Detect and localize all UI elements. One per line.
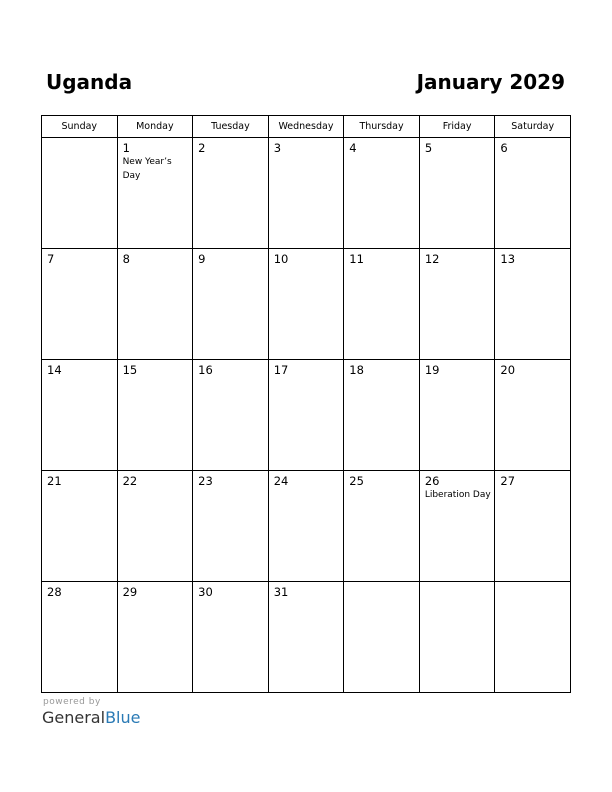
- day-cell: [268, 360, 344, 471]
- brand-blue-text: Blue: [105, 708, 141, 727]
- day-cell: [193, 138, 269, 249]
- day-number: 13: [500, 252, 516, 266]
- weekday-header-wednesday: Wednesday: [268, 116, 344, 138]
- day-cell: [117, 138, 193, 249]
- day-cell: [42, 249, 118, 360]
- day-cell: [42, 360, 118, 471]
- day-cell: [344, 360, 420, 471]
- brand-logo: [42, 708, 140, 727]
- day-number: 24: [273, 474, 289, 488]
- weekday-header-tuesday: Tuesday: [193, 116, 269, 138]
- day-cell: [117, 249, 193, 360]
- day-cell: [419, 582, 495, 693]
- day-cell: [344, 471, 420, 582]
- day-cell: [419, 138, 495, 249]
- day-cell: [117, 471, 193, 582]
- day-number: 18: [349, 363, 364, 377]
- day-cell: [268, 582, 344, 693]
- day-number: 10: [273, 252, 289, 266]
- day-cell: [495, 471, 571, 582]
- day-cell: [419, 471, 495, 582]
- day-number: 23: [198, 474, 213, 488]
- weekday-header-thursday: Thursday: [344, 116, 420, 138]
- day-cell: [495, 582, 571, 693]
- day-cell: [344, 582, 420, 693]
- weekday-header-monday: Monday: [117, 116, 193, 138]
- day-number: 29: [122, 585, 138, 599]
- weekday-header-saturday: Saturday: [495, 116, 571, 138]
- week-row: [42, 471, 571, 582]
- day-cell: [419, 249, 495, 360]
- day-cell: [495, 138, 571, 249]
- day-number: 20: [500, 363, 516, 377]
- day-number: 7: [47, 252, 55, 266]
- day-number: 4: [349, 141, 357, 155]
- day-cell: [42, 582, 118, 693]
- weekday-header-sunday: Sunday: [42, 116, 118, 138]
- weekday-header-friday: Friday: [419, 116, 495, 138]
- day-cell: [344, 138, 420, 249]
- week-row: [42, 249, 571, 360]
- day-number: 16: [198, 363, 213, 377]
- day-number: 17: [273, 363, 289, 377]
- day-number: 2: [198, 141, 206, 155]
- brand-general-text: General: [42, 708, 106, 727]
- day-cell: [193, 471, 269, 582]
- day-number: 25: [349, 474, 364, 488]
- day-cell: [268, 471, 344, 582]
- day-cell: [495, 360, 571, 471]
- month-title: January 2029: [416, 70, 565, 94]
- day-number: 26: [424, 474, 440, 488]
- day-number: 28: [47, 585, 62, 599]
- day-cell: [193, 249, 269, 360]
- day-cell: [117, 582, 193, 693]
- day-number: 27: [500, 474, 516, 488]
- day-number: 22: [122, 474, 138, 488]
- day-number: 19: [424, 363, 440, 377]
- day-cell: [42, 138, 118, 249]
- day-number: 12: [424, 252, 440, 266]
- day-cell: [268, 249, 344, 360]
- day-number: 5: [424, 141, 433, 155]
- week-row: [42, 138, 571, 249]
- holiday-label: Liberation Day: [424, 490, 491, 500]
- day-number: 1: [122, 141, 130, 155]
- day-cell: [117, 360, 193, 471]
- country-title: Uganda: [46, 70, 133, 94]
- day-cell: [193, 582, 269, 693]
- day-number: 8: [122, 252, 130, 266]
- calendar-body: [42, 138, 571, 693]
- day-number: 11: [349, 252, 364, 266]
- week-row: [42, 360, 571, 471]
- day-number: 15: [122, 363, 138, 377]
- day-number: 14: [47, 363, 62, 377]
- day-number: 21: [47, 474, 62, 488]
- weekday-header-row: [42, 116, 571, 138]
- day-cell: [193, 360, 269, 471]
- powered-by-label: powered by: [43, 697, 101, 707]
- day-cell: [344, 249, 420, 360]
- calendar-grid: [41, 115, 571, 693]
- day-number: 9: [198, 252, 206, 266]
- week-row: [42, 582, 571, 693]
- day-number: 30: [198, 585, 213, 599]
- day-cell: [42, 471, 118, 582]
- holiday-label: New Year’s Day: [122, 157, 172, 181]
- day-cell: [495, 249, 571, 360]
- day-number: 31: [273, 585, 289, 599]
- day-number: 6: [500, 141, 508, 155]
- day-cell: [268, 138, 344, 249]
- day-number: 3: [273, 141, 282, 155]
- day-cell: [419, 360, 495, 471]
